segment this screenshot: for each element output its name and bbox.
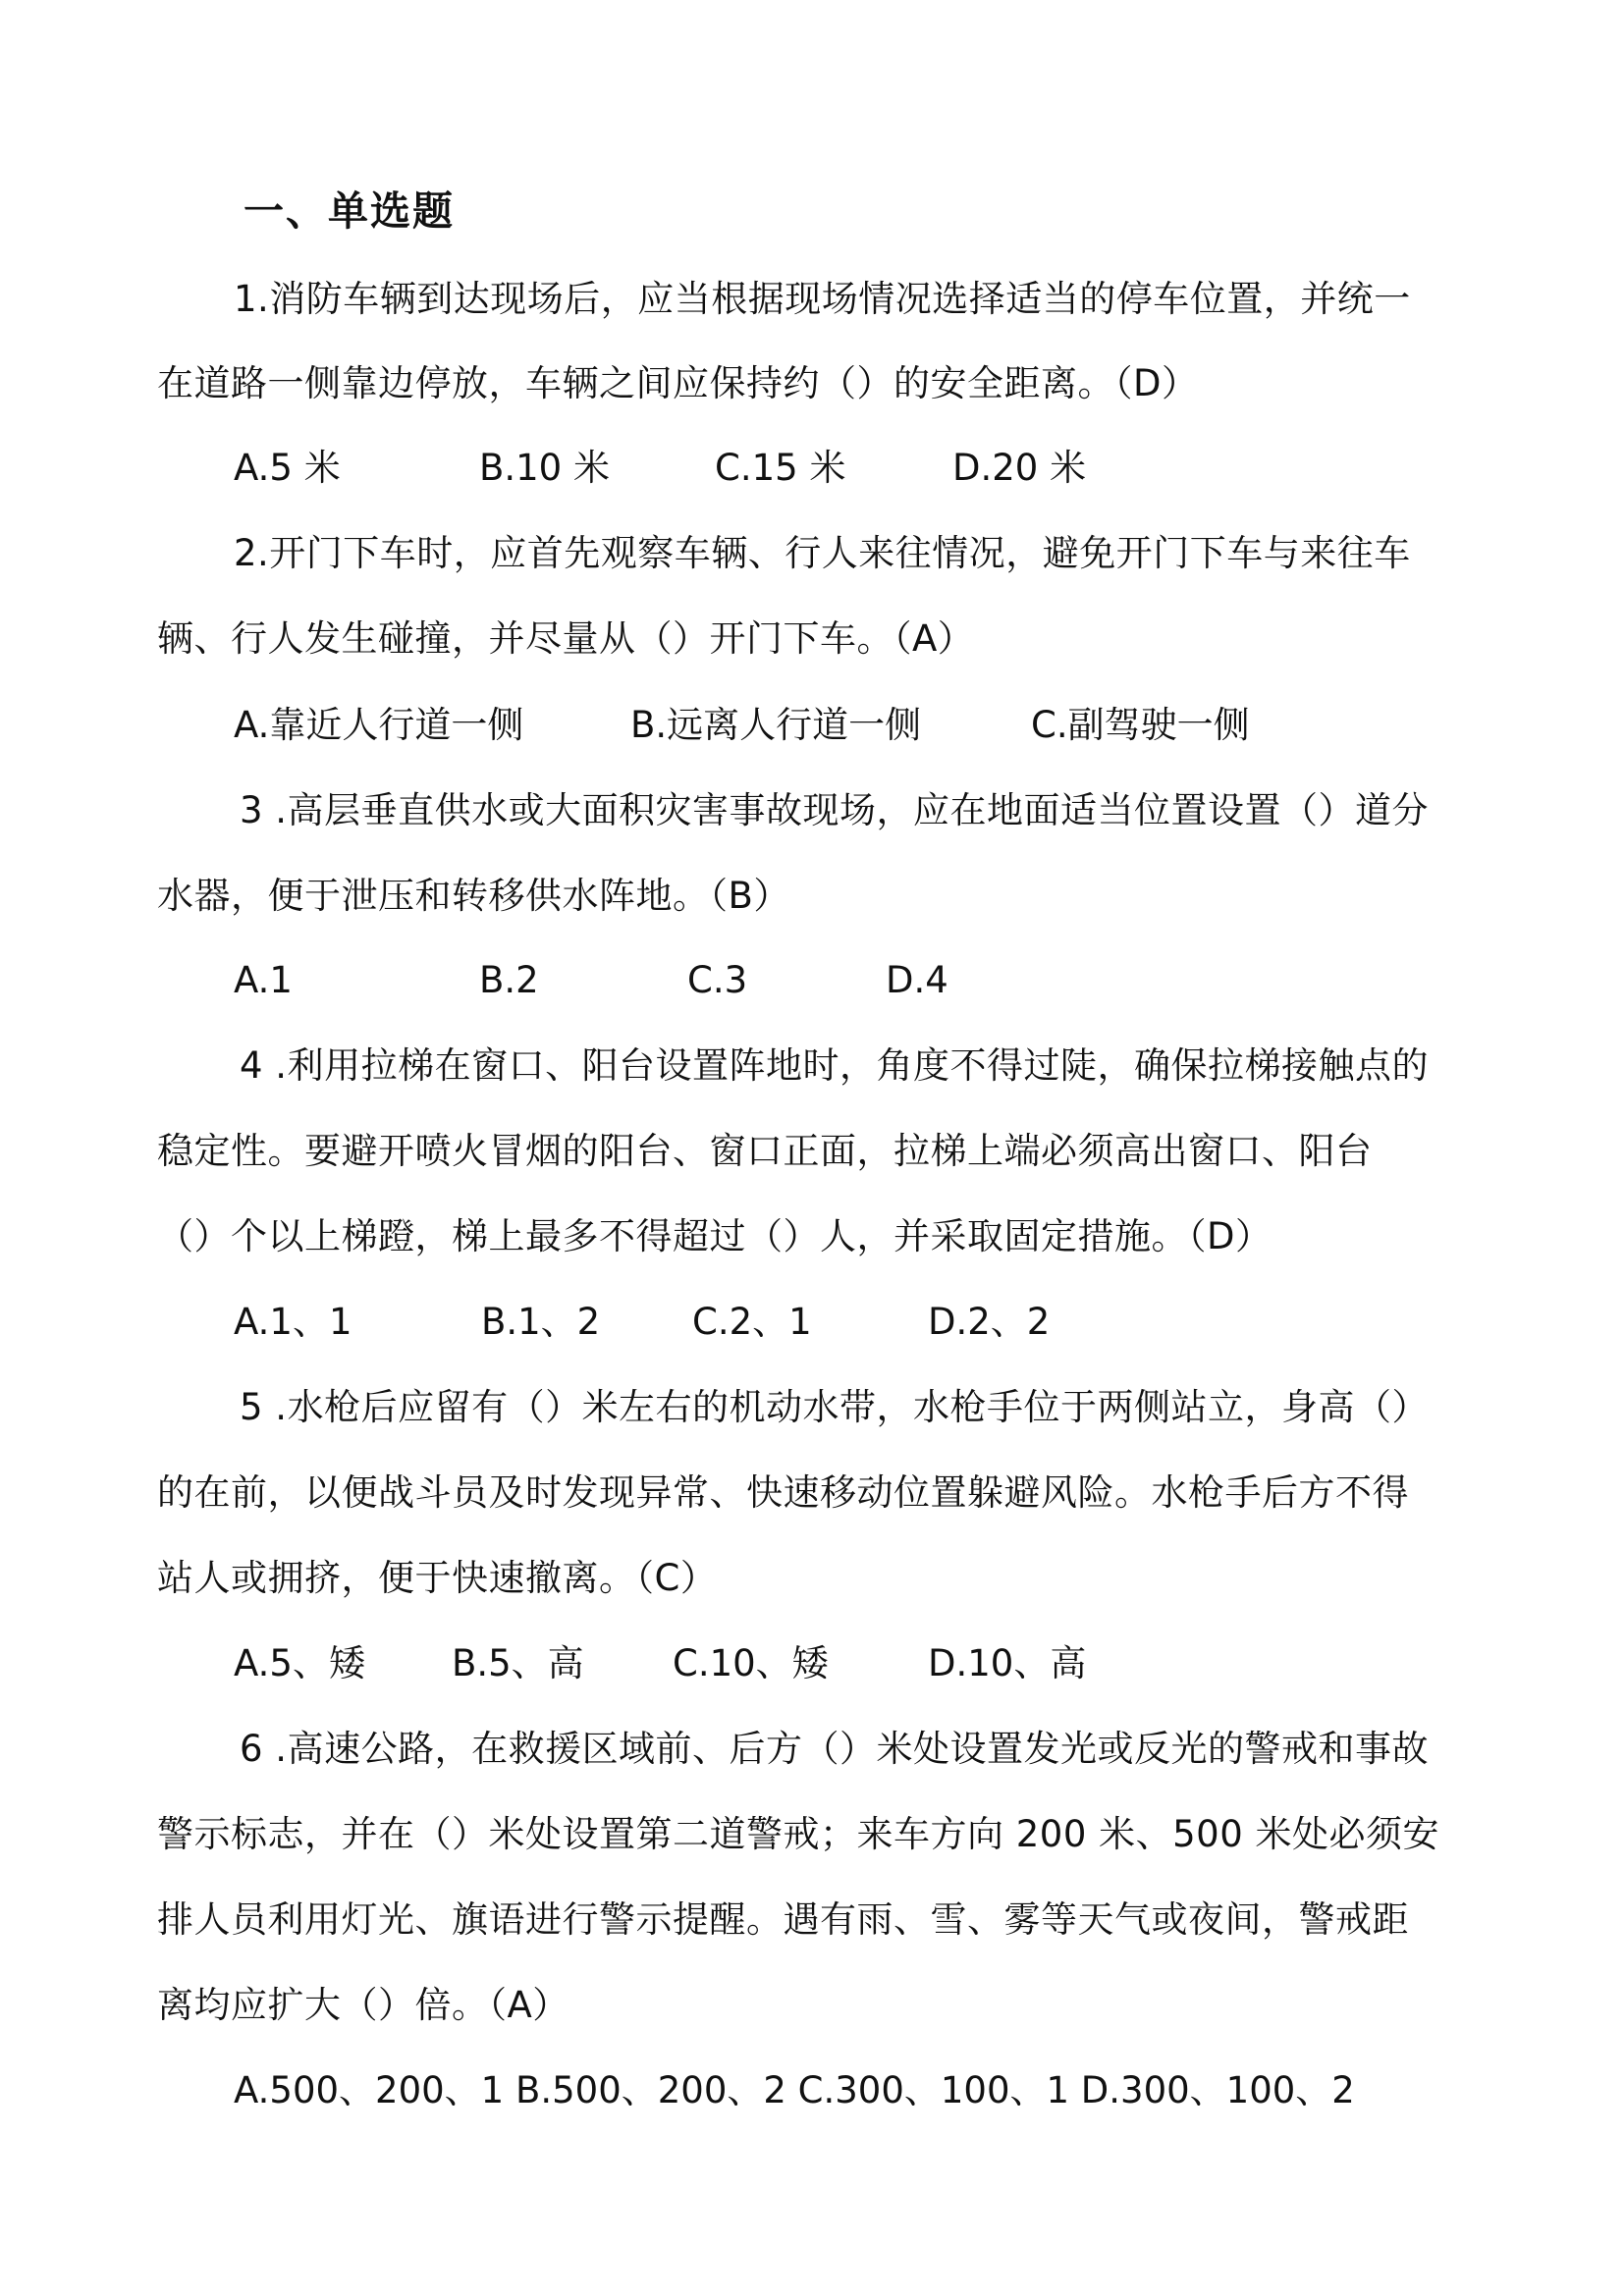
question-3-option-d: D.4 (886, 959, 948, 1001)
question-4-option-d: D.2、2 (928, 1301, 1051, 1343)
question-5-option-d: D.10、高 (928, 1642, 1087, 1684)
question-3-option-c: C.3 (687, 959, 748, 1001)
question-5-option-b: B.5、高 (452, 1642, 584, 1684)
question-1-line-2: 在道路一侧靠边停放，车辆之间应保持约（）的安全距离。（D） (157, 362, 1199, 404)
question-4-option-a: A.1、1 (234, 1301, 352, 1343)
question-5-option-c: C.10、矮 (673, 1642, 829, 1684)
question-3-option-b: B.2 (479, 959, 539, 1001)
question-2-option-b: B.远离人行道一侧 (630, 704, 922, 746)
question-1-option-c: C.15 米 (715, 447, 846, 489)
question-2-line-1: 2.开门下车时，应首先观察车辆、行人来往情况，避免开门下车与来往车 (234, 532, 1411, 574)
question-6-line-1: 6 .高速公路，在救援区域前、后方（）米处设置发光或反光的警戒和事故 (240, 1728, 1430, 1770)
question-3-line-1: 3 .高层垂直供水或大面积灾害事故现场，应在地面适当位置设置（）道分 (240, 789, 1430, 831)
question-5-option-a: A.5、矮 (234, 1642, 365, 1684)
question-1-line-1: 1.消防车辆到达现场后，应当根据现场情况选择适当的停车位置，并统一 (234, 278, 1411, 320)
question-6-line-4: 离均应扩大（）倍。（A） (157, 1984, 569, 2026)
question-4-line-3: （）个以上梯蹬，梯上最多不得超过（）人，并采取固定措施。（D） (157, 1215, 1272, 1257)
question-2-option-a: A.靠近人行道一侧 (234, 704, 524, 746)
question-5-line-2: 的在前，以便战斗员及时发现异常、快速移动位置躲避风险。水枪手后方不得 (157, 1471, 1409, 1514)
question-4-line-1: 4 .利用拉梯在窗口、阳台设置阵地时，角度不得过陡，确保拉梯接触点的 (240, 1044, 1430, 1087)
question-4-option-c: C.2、1 (692, 1301, 812, 1343)
question-2-option-c: C.副驾驶一侧 (1031, 704, 1250, 746)
question-3-line-2: 水器，便于泄压和转移供水阵地。（B） (157, 875, 790, 917)
question-6-line-3: 排人员利用灯光、旗语进行警示提醒。遇有雨、雪、雾等天气或夜间，警戒距 (157, 1898, 1409, 1941)
question-1-option-b: B.10 米 (479, 447, 610, 489)
question-4-option-b: B.1、2 (481, 1301, 601, 1343)
section-title: 一、单选题 (244, 187, 455, 235)
question-6-options: A.500、200、1 B.500、200、2 C.300、100、1 D.300、100、2 (234, 2069, 1355, 2111)
question-2-line-2: 辆、行人发生碰撞，并尽量从（）开门下车。（A） (157, 617, 975, 660)
question-5-line-3: 站人或拥挤，便于快速撤离。（C） (157, 1557, 718, 1599)
question-5-line-1: 5 .水枪后应留有（）米左右的机动水带，水枪手位于两侧站立，身高（） (240, 1386, 1430, 1428)
question-3-option-a: A.1 (234, 959, 293, 1001)
question-1-option-d: D.20 米 (952, 447, 1087, 489)
question-6-line-2: 警示标志，并在（）米处设置第二道警戒；来车方向 200 米、500 米处必须安 (157, 1813, 1440, 1855)
question-4-line-2: 稳定性。要避开喷火冒烟的阳台、窗口正面，拉梯上端必须高出窗口、阳台 (157, 1130, 1373, 1172)
question-1-option-a: A.5 米 (234, 447, 341, 489)
